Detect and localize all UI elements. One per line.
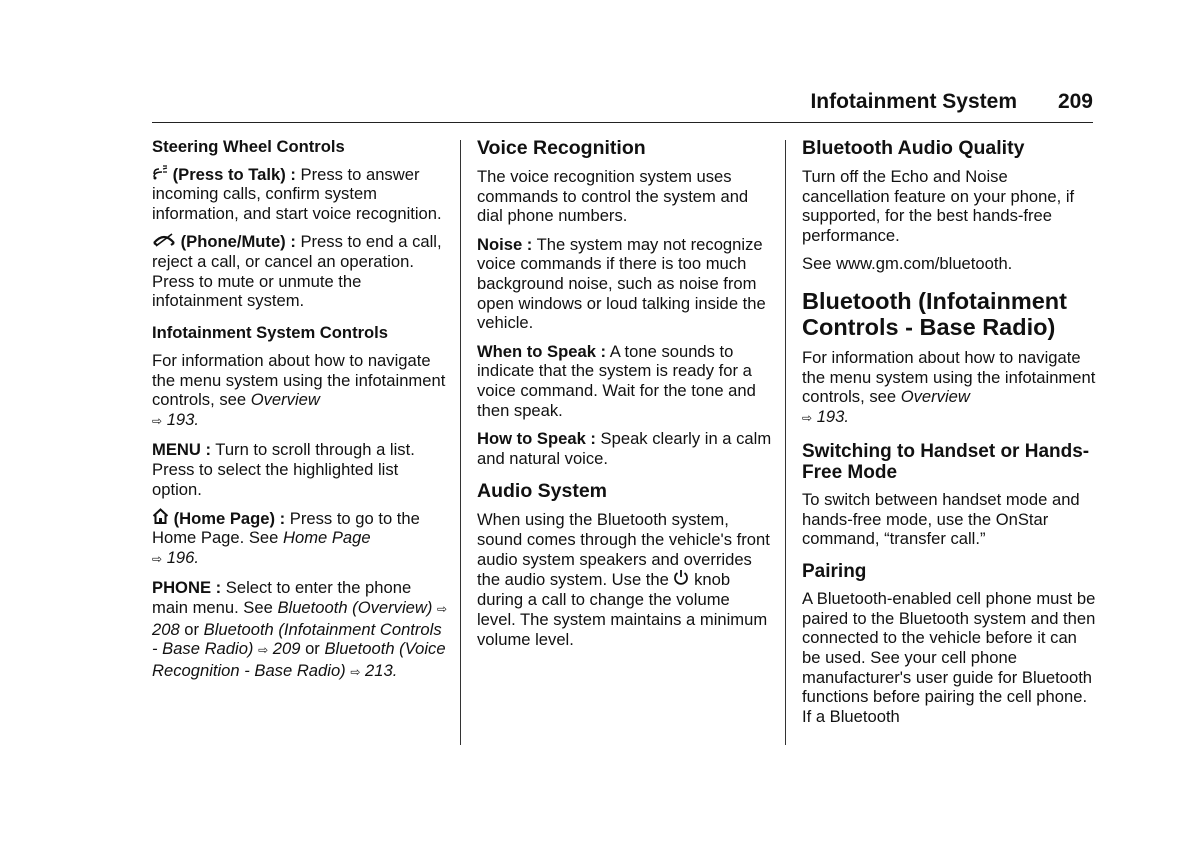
press-to-talk-icon	[152, 165, 168, 185]
body-text: For information about how to navigate the menu system using the infotainment controls, see	[152, 350, 446, 410]
section-heading: Pairing	[802, 560, 867, 582]
body-text: Speak clearly in a calm and natural voice.	[477, 428, 772, 468]
body-text: A tone sounds to indicate that the system is ready for a voice command. Wait for the tone and then speak.	[477, 341, 756, 420]
column-divider	[785, 140, 786, 745]
paragraph: PHONE : Select to enter the phone main menu. See Bluetooth (Overview) ⇨ 208 or Bluetooth (Infotainment Controls - Base Radio) ⇨ 209 or Bluetooth (Voice Recognition - Base Radio) ⇨ 213.	[152, 578, 448, 681]
cross-reference-link[interactable]: Bluetooth (Voice Recognition - Base Radio)	[152, 639, 446, 681]
column-3	[802, 137, 1098, 735]
body-text: or	[300, 639, 325, 659]
page-header	[152, 88, 1093, 123]
body-text: Press to end a call, reject a call, or cancel an operation. Press to mute or unmute the infotainment system.	[152, 232, 442, 311]
body-text: For information about how to navigate the menu system using the infotainment controls, see	[802, 348, 1096, 407]
section-heading: Switching to Handset or Hands-Free Mode	[802, 440, 1090, 483]
section-heading: Voice Recognition	[477, 137, 646, 159]
page-title: Infotainment System	[810, 90, 1017, 113]
page-reference[interactable]: 209	[272, 639, 301, 659]
page-number: 209	[1057, 90, 1093, 113]
paragraph	[152, 232, 448, 311]
section-heading: Infotainment System Controls	[152, 323, 389, 343]
section-heading: Steering Wheel Controls	[152, 137, 345, 156]
term-label: How to Speak :	[477, 428, 596, 448]
body-text: When using the Bluetooth system, sound comes through the vehicle's front audio system speakers and overrides the audio system. Use the	[477, 510, 770, 590]
section-heading: Audio System	[477, 480, 608, 503]
page-reference[interactable]: 193	[816, 407, 845, 427]
page-reference[interactable]: 213	[365, 661, 393, 681]
page-ref-arrow-icon: ⇨	[802, 411, 813, 426]
paragraph	[477, 342, 773, 421]
body-text: The system may not recognize voice commands if there is too much background noise, such as noise from open windows or loud talking inside the vehicle.	[477, 234, 766, 333]
paragraph: For information about how to navigate the menu system using the infotainment controls, see Overview ⇨ 193.	[802, 348, 1096, 427]
body-text: Press to go to the Home Page. See	[152, 508, 420, 548]
body-text: Turn to scroll through a list. Press to select the highlighted list option.	[152, 440, 415, 499]
cross-reference-link[interactable]: Overview	[250, 390, 320, 410]
cross-reference-link[interactable]: Bluetooth (Overview)	[277, 598, 433, 618]
term-label: When to Speak :	[477, 341, 607, 361]
main-section-heading: Bluetooth (Infotainment Controls - Base Radio)	[802, 288, 1067, 341]
paragraph: To switch between handset mode and hands-free mode, use the OnStar command, “transfer call.”	[802, 489, 1080, 549]
column-2	[477, 137, 773, 658]
term-label: Noise :	[477, 234, 533, 254]
paragraph	[477, 510, 773, 649]
cross-reference-link[interactable]: Bluetooth (Infotainment Controls - Base Radio)	[152, 619, 442, 659]
power-knob-icon	[673, 569, 689, 590]
home-icon	[152, 508, 169, 529]
paragraph: Turn off the Echo and Noise cancellation feature on your phone, if supported, for the best hands-free performance.	[802, 167, 1075, 246]
page-reference[interactable]: 193	[166, 409, 195, 429]
control-label: PHONE :	[152, 578, 222, 598]
page-ref-arrow-icon: ⇨	[152, 552, 163, 567]
control-label: (Home Page) :	[173, 508, 286, 528]
column-divider	[460, 140, 461, 745]
control-label: (Phone/Mute) :	[180, 232, 296, 252]
page-ref-arrow-icon: ⇨	[437, 602, 448, 617]
page-reference[interactable]: 208	[152, 619, 180, 639]
page-ref-arrow-icon: ⇨	[152, 413, 163, 428]
control-label: MENU :	[152, 440, 211, 460]
cross-reference-link[interactable]: Home Page	[282, 528, 371, 548]
body-text: knob during a call to change the volume level. The system maintains a minimum volume level.	[477, 570, 768, 649]
paragraph: The voice recognition system uses commands to control the system and dial phone numbers.	[477, 167, 749, 226]
phone-mute-icon	[152, 232, 176, 252]
cross-reference-link[interactable]: Overview	[900, 387, 970, 407]
paragraph: For information about how to navigate the menu system using the infotainment controls, see Overview ⇨ 193.	[152, 350, 446, 429]
page-ref-arrow-icon: ⇨	[258, 643, 269, 658]
control-label: (Press to Talk) :	[172, 164, 296, 184]
paragraph: See www.gm.com/bluetooth.	[802, 254, 1013, 274]
paragraph: A Bluetooth-enabled cell phone must be paired to the Bluetooth system and then connected to the vehicle before it can be used. See your cell phone manufacturer's user guide for Bluetooth functions before pairing the cell phone. If a Bluetooth	[802, 588, 1096, 727]
body-text: or	[179, 619, 204, 639]
paragraph	[477, 235, 773, 334]
page-ref-arrow-icon: ⇨	[350, 665, 361, 680]
page-reference[interactable]: 196	[166, 548, 195, 568]
body-text: Press to answer incoming calls, confirm system information, and start voice recognition.	[152, 164, 442, 224]
section-heading: Bluetooth Audio Quality	[802, 137, 1025, 159]
column-1	[152, 137, 448, 691]
paragraph	[152, 440, 448, 499]
body-text: Select to enter the phone main menu. See	[152, 578, 412, 618]
paragraph: (Home Page) : Press to go to the Home Page. See Home Page ⇨ 196.	[152, 508, 420, 568]
paragraph	[477, 429, 773, 468]
paragraph	[152, 165, 448, 224]
